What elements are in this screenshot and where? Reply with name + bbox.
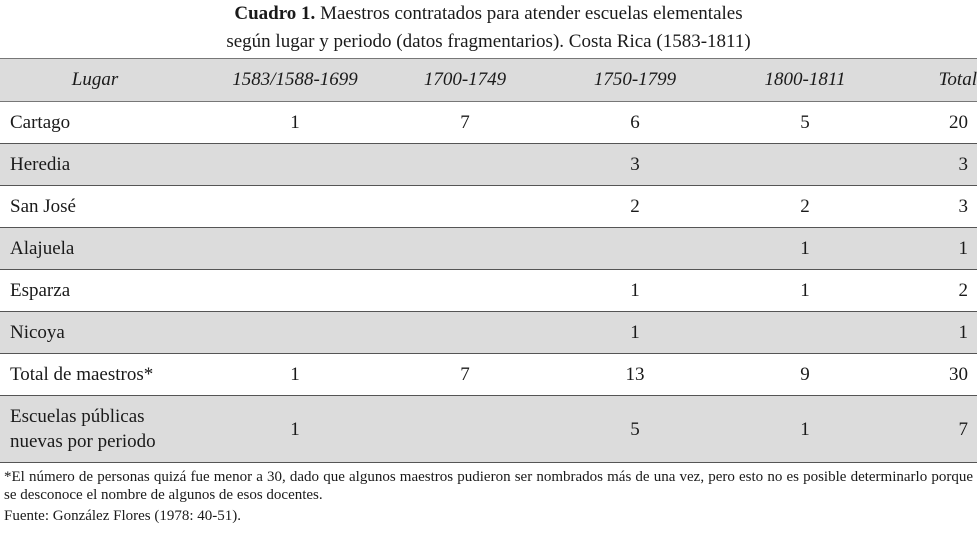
table-cell: 2 bbox=[740, 186, 870, 228]
table-cell bbox=[400, 228, 530, 270]
table-cell: 1 bbox=[530, 270, 740, 312]
table-cell: 3 bbox=[530, 144, 740, 186]
table-row bbox=[0, 396, 977, 463]
table-row bbox=[0, 144, 977, 186]
table-cell bbox=[190, 312, 400, 354]
row-label: Escuelas públicas nuevas por periodo bbox=[0, 396, 190, 463]
table-row bbox=[0, 312, 977, 354]
row-label: San José bbox=[0, 186, 190, 228]
table-cell-total: 7 bbox=[870, 396, 977, 463]
header-period-3: 1750-1799 bbox=[530, 59, 740, 102]
table-cell: 6 bbox=[530, 102, 740, 144]
table-cell: 1 bbox=[190, 396, 400, 463]
footnote: *El número de personas quizá fue menor a 30, dado que algunos maestros pudieron ser nombrados más de una vez, pero esto no es posible determinarlo porque se desconoce el nombre de algunos de esos docentes. bbox=[4, 469, 973, 503]
table-cell-total: 1 bbox=[870, 228, 977, 270]
table-row bbox=[0, 102, 977, 144]
table-cell bbox=[190, 144, 400, 186]
row-label: Cartago bbox=[0, 102, 190, 144]
table-cell bbox=[400, 312, 530, 354]
table-cell: 5 bbox=[740, 102, 870, 144]
table-cell: 7 bbox=[400, 102, 530, 144]
table-cell: 9 bbox=[740, 354, 870, 396]
table-cell: 1 bbox=[530, 312, 740, 354]
table-caption bbox=[0, 0, 977, 58]
table-cell bbox=[740, 144, 870, 186]
table-cell bbox=[530, 228, 740, 270]
table-cell-total: 2 bbox=[870, 270, 977, 312]
table-row bbox=[0, 270, 977, 312]
header-period-2: 1700-1749 bbox=[400, 59, 530, 102]
header-row bbox=[0, 59, 977, 102]
row-label: Nicoya bbox=[0, 312, 190, 354]
table-cell bbox=[400, 186, 530, 228]
caption-line-1 bbox=[0, 0, 977, 28]
row-label: Esparza bbox=[0, 270, 190, 312]
table-cell-total: 20 bbox=[870, 102, 977, 144]
table-cell: 1 bbox=[190, 354, 400, 396]
table-cell bbox=[190, 186, 400, 228]
table-cell bbox=[740, 312, 870, 354]
header-period-1: 1583/1588-1699 bbox=[190, 59, 400, 102]
table-cell: 1 bbox=[740, 228, 870, 270]
table-cell: 13 bbox=[530, 354, 740, 396]
table-cell bbox=[190, 270, 400, 312]
data-table bbox=[0, 58, 977, 463]
caption-label: Cuadro 1. bbox=[234, 3, 316, 24]
table-cell: 2 bbox=[530, 186, 740, 228]
table-row-total bbox=[0, 354, 977, 396]
caption-title: Maestros contratados para atender escuelas elementales bbox=[315, 3, 743, 24]
table-cell-total: 30 bbox=[870, 354, 977, 396]
source-note: Fuente: González Flores (1978: 40-51). bbox=[4, 508, 242, 524]
table-cell bbox=[400, 270, 530, 312]
table-cell: 1 bbox=[740, 396, 870, 463]
table-cell-total: 3 bbox=[870, 186, 977, 228]
table-cell: 1 bbox=[740, 270, 870, 312]
row-label: Heredia bbox=[0, 144, 190, 186]
header-period-4: 1800-1811 bbox=[740, 59, 870, 102]
table-cell: 7 bbox=[400, 354, 530, 396]
table-cell: 1 bbox=[190, 102, 400, 144]
table-row bbox=[0, 228, 977, 270]
header-total: Total bbox=[870, 59, 977, 102]
table-row bbox=[0, 186, 977, 228]
table-cell bbox=[190, 228, 400, 270]
table-cell bbox=[400, 396, 530, 463]
table-cell-total: 3 bbox=[870, 144, 977, 186]
row-label: Total de maestros* bbox=[0, 354, 190, 396]
caption-line-2: según lugar y periodo (datos fragmentarios). Costa Rica (1583-1811) bbox=[226, 31, 751, 52]
header-lugar: Lugar bbox=[0, 59, 190, 102]
row-label: Alajuela bbox=[0, 228, 190, 270]
table-cell-total: 1 bbox=[870, 312, 977, 354]
table-cell: 5 bbox=[530, 396, 740, 463]
table-cell bbox=[400, 144, 530, 186]
